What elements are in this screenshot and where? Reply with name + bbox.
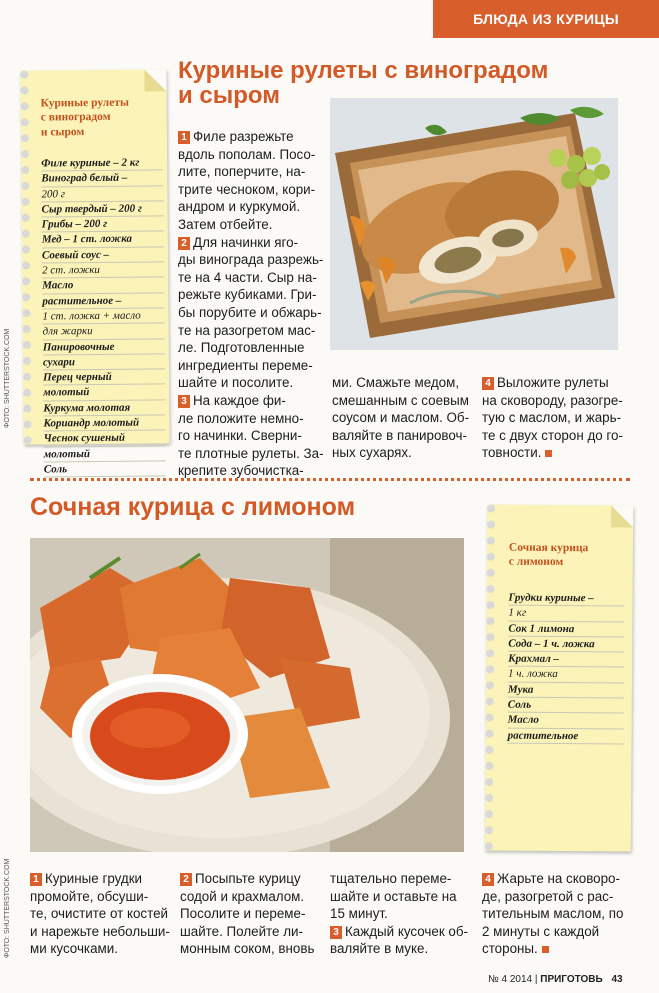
step-text-line: вдоль пополам. Посо- bbox=[178, 146, 316, 162]
card-fold bbox=[144, 69, 166, 91]
ingredient-item: Виноград белый – bbox=[41, 171, 163, 187]
step-text-line: Затем отбейте. bbox=[178, 216, 273, 232]
chicken-rolls-illustration bbox=[330, 98, 618, 350]
step-number: 2 bbox=[180, 873, 192, 886]
step-text-line: те, очистите от костей bbox=[30, 906, 169, 922]
ingredient-item: для жарки bbox=[43, 324, 165, 340]
step-text-line: Жарьте на сковоро- bbox=[497, 871, 620, 886]
step-continuation bbox=[330, 870, 472, 923]
section-tab: БЛЮДА ИЗ КУРИЦЫ bbox=[433, 0, 659, 38]
recipe1-title-line1: Куриные рулеты с виноградом bbox=[178, 57, 549, 84]
step-text-line: андром и куркумой. bbox=[178, 199, 301, 215]
step-number: 4 bbox=[482, 377, 494, 390]
recipe1-steps-column-3 bbox=[482, 374, 626, 462]
recipe2-steps-column-3 bbox=[330, 870, 472, 958]
step-number: 3 bbox=[330, 926, 342, 939]
lemon-chicken-illustration bbox=[30, 538, 464, 852]
ingredient-item: растительное – bbox=[42, 293, 164, 309]
ingredient-item: молотый bbox=[43, 385, 165, 401]
step-text-line: тую с маслом, и жарь- bbox=[482, 410, 622, 426]
ingredients-card-1 bbox=[20, 69, 169, 476]
lemon-chicken-photo bbox=[30, 538, 464, 852]
step-text-line: го начинки. Сверни- bbox=[178, 428, 302, 444]
ingredient-item: Панировочные bbox=[43, 339, 165, 355]
card-title bbox=[509, 541, 625, 571]
card-title-line: Сочная курица bbox=[508, 541, 589, 555]
recipe-step bbox=[482, 374, 626, 462]
page-number: 43 bbox=[611, 974, 623, 985]
recipe1-steps-column-2 bbox=[332, 374, 472, 462]
recipe-step bbox=[180, 870, 322, 958]
step-text-line: на сковороду, разогре- bbox=[482, 392, 623, 408]
step-text-line: На каждое фи- bbox=[193, 392, 286, 408]
end-mark-icon bbox=[545, 450, 552, 457]
page-footer bbox=[488, 974, 623, 985]
ingredient-item: 1 ст. ложка + масло bbox=[42, 308, 164, 324]
recipe2-steps-column-4 bbox=[482, 870, 632, 958]
step-text-line: шайте. Полейте ли- bbox=[180, 923, 303, 939]
card-title-line: Куриные рулеты bbox=[40, 96, 130, 110]
step-text-line: шайте и оставьте на bbox=[330, 888, 457, 904]
step-text-line: те плотные рулеты. За- bbox=[178, 445, 324, 461]
step-number: 3 bbox=[178, 395, 190, 408]
ingredient-item: Филе куриные – 2 кг bbox=[41, 155, 163, 171]
magazine-name: ПРИГОТОВЬ bbox=[540, 974, 603, 985]
card-title-line: и сыром bbox=[40, 125, 85, 139]
step-text-line: тщательно переме- bbox=[330, 871, 452, 886]
recipe-step bbox=[482, 870, 632, 958]
ingredient-item: молотый bbox=[44, 446, 166, 462]
step-number: 1 bbox=[178, 131, 190, 144]
card-title bbox=[41, 95, 161, 139]
step-text-line: Каждый кусочек об- bbox=[345, 923, 468, 939]
step-text-line: стороны. bbox=[482, 941, 538, 957]
step-text-line: Посолите и переме- bbox=[180, 906, 306, 922]
recipe-step bbox=[178, 392, 324, 480]
step-text-line: и нарежьте небольши- bbox=[30, 923, 170, 939]
ingredient-item: 200 г bbox=[41, 186, 163, 202]
step-text-line: ингредиенты переме- bbox=[178, 357, 313, 373]
step-text-line: те на разогретом мас- bbox=[178, 322, 316, 338]
step-text-line: промойте, обсуши- bbox=[30, 888, 149, 904]
step-text-line: 15 минут. bbox=[330, 906, 388, 922]
step-text-line: содой и крахмалом. bbox=[180, 888, 305, 904]
recipe-step bbox=[178, 128, 324, 234]
step-text-line: трите чесноком, кори- bbox=[178, 181, 316, 197]
step-text-line: режьте кубиками. Гри- bbox=[178, 287, 317, 303]
step-text-line: лите, поперчите, на- bbox=[178, 164, 306, 180]
ingredient-item: Чеснок сушеный bbox=[44, 431, 166, 447]
step-text-line: ных сухарях. bbox=[332, 445, 412, 461]
step-text-line: ми кусочками. bbox=[30, 941, 118, 957]
ingredient-item: 1 кг bbox=[508, 606, 624, 622]
ingredient-item: Перец черный bbox=[43, 370, 165, 386]
ingredient-item: Кориандр молотый bbox=[43, 415, 165, 431]
footer-separator: | bbox=[534, 974, 538, 985]
ingredient-item: Мука bbox=[508, 682, 624, 698]
step-text-line: Филе разрежьте bbox=[193, 129, 294, 144]
end-mark-icon bbox=[542, 946, 549, 953]
step-text-line: валяйте в муке. bbox=[330, 941, 429, 957]
recipe1-steps-column-1 bbox=[178, 128, 324, 480]
ingredients-list bbox=[41, 155, 166, 477]
step-text-line: бы порубите и обжарь- bbox=[178, 304, 322, 320]
ingredient-item: 1 ч. ложка bbox=[508, 667, 624, 683]
ingredient-item: Грибы – 200 г bbox=[42, 217, 164, 233]
ingredient-item: Соль bbox=[44, 461, 166, 477]
recipe-step bbox=[30, 870, 172, 958]
ingredient-item: Сода – 1 ч. ложка bbox=[508, 637, 624, 653]
issue-number: № 4 2014 bbox=[488, 974, 533, 985]
ingredient-item: сухари bbox=[43, 354, 165, 370]
ingredient-item: Соль bbox=[508, 698, 624, 714]
step-text-line: ле. Подготовленные bbox=[178, 340, 305, 356]
ingredient-item: Мед – 1 ст. ложка bbox=[42, 232, 164, 248]
step-text-line: ми. Смажьте медом, bbox=[332, 375, 460, 390]
recipe-step bbox=[178, 234, 324, 392]
photo-credit-2: ФОТО: SHUTTERSTOCK.COM bbox=[4, 858, 11, 958]
ingredients-card-2 bbox=[485, 504, 633, 851]
step-number: 2 bbox=[178, 237, 190, 250]
card-title-line: с виноградом bbox=[40, 111, 111, 124]
step-text-line: монным соком, вновь bbox=[180, 941, 315, 957]
step-text-line: валяйте в панировоч- bbox=[332, 427, 467, 443]
step-text-line: товности. bbox=[482, 445, 542, 461]
ingredients-list bbox=[508, 591, 625, 745]
ingredient-item: Сыр твердый – 200 г bbox=[42, 201, 164, 217]
step-text-line: те с двух сторон до го- bbox=[482, 427, 623, 443]
ingredient-item: Грудки куриные – bbox=[509, 591, 625, 607]
ingredient-item: Куркума молотая bbox=[43, 400, 165, 416]
step-text-line: те на 4 части. Сыр на- bbox=[178, 269, 317, 285]
recipe2-title: Сочная курица с лимоном bbox=[30, 493, 356, 521]
recipe1-title-line2: и сыром bbox=[178, 82, 281, 110]
step-text-line: де, разогретой с рас- bbox=[482, 888, 614, 904]
ingredient-item: 2 ст. ложки bbox=[42, 262, 164, 278]
step-text-line: Посыпьте курицу bbox=[195, 871, 301, 886]
step-text-line: ды винограда разрежь- bbox=[178, 252, 324, 268]
step-text-line: соусом и маслом. Об- bbox=[332, 410, 470, 426]
step-text-line: Куриные грудки bbox=[45, 871, 143, 886]
step-text-line: Для начинки яго- bbox=[193, 234, 299, 250]
ingredient-item: Крахмал – bbox=[508, 652, 624, 668]
step-text-line: крепите зубочистка- bbox=[178, 463, 304, 479]
ingredient-item: Соевый соус – bbox=[42, 247, 164, 263]
step-text-line: ле положите немно- bbox=[178, 410, 304, 426]
section-divider bbox=[30, 478, 630, 481]
ingredient-item: растительное bbox=[508, 728, 624, 744]
recipe2-steps-column-1 bbox=[30, 870, 172, 958]
step-text-line: 2 минуты с каждой bbox=[482, 923, 600, 939]
recipe2-steps-column-2 bbox=[180, 870, 322, 958]
step-number: 1 bbox=[30, 873, 42, 886]
chicken-rolls-photo bbox=[330, 98, 618, 350]
ingredient-item: Масло bbox=[508, 713, 624, 729]
ingredient-item: Масло bbox=[42, 278, 164, 294]
step-text-line: Выложите рулеты bbox=[497, 375, 609, 390]
step-text-line: тительным маслом, по bbox=[482, 906, 624, 922]
ingredient-item: Сок 1 лимона bbox=[508, 621, 624, 637]
card-fold bbox=[611, 505, 633, 527]
step-number: 4 bbox=[482, 873, 494, 886]
step-continuation bbox=[332, 374, 472, 462]
step-text-line: смешанным с соевым bbox=[332, 392, 469, 408]
photo-credit-1: ФОТО: SHUTTERSTOCK.COM bbox=[4, 328, 11, 428]
card-title-line: с лимоном bbox=[508, 556, 564, 569]
step-text-line: шайте и посолите. bbox=[178, 375, 294, 391]
recipe-step bbox=[330, 923, 472, 958]
